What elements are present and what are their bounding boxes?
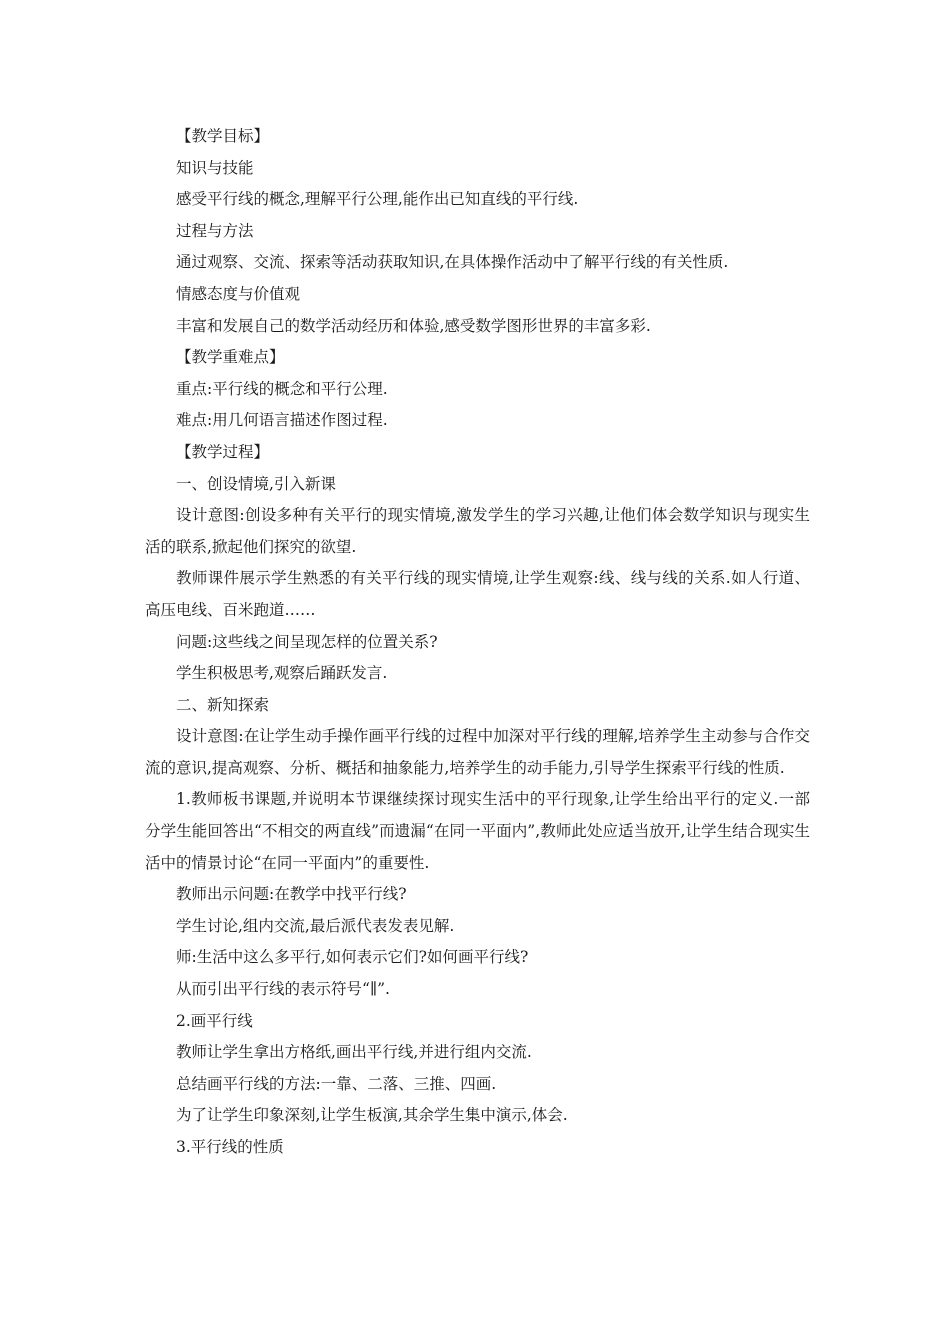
heading-teaching-objectives: 【教学目标】 [176,127,270,145]
paragraph: 通过观察、交流、探索等活动获取知识,在具体操作活动中了解平行线的有关性质. [176,253,729,272]
section-title-2: 二、新知探索 [176,695,270,714]
subheading-knowledge-skills: 知识与技能 [176,158,254,177]
paragraph: 感受平行线的概念,理解平行公理,能作出已知直线的平行线. [176,190,579,209]
paragraph: 设计意图:创设多种有关平行的现实情境,激发学生的学习兴趣,让他们体会数学知识与现实生活的联系,掀起他们探究的欲望. [145,506,810,556]
paragraph: 教师出示问题:在教学中找平行线? [176,885,407,904]
paragraph: 1.教师板书课题,并说明本节课继续探讨现实生活中的平行现象,让学生给出平行的定义.一部分学生能回答出“不相交的两直线”而遗漏“在同一平面内”,教师此处应适当放开,让学生结合现实生活中的情景讨论“在同一平面内”的重要性. [145,790,810,872]
subsection-title: 2.画平行线 [176,1011,253,1030]
subheading-process-methods: 过程与方法 [176,221,254,240]
paragraph: 难点:用几何语言描述作图过程. [176,411,388,430]
heading-teaching-process: 【教学过程】 [176,442,270,461]
paragraph: 教师课件展示学生熟悉的有关平行线的现实情境,让学生观察:线、线与线的关系.如人行道、高压电线、百米跑道…… [145,569,810,619]
paragraph: 学生讨论,组内交流,最后派代表发表见解. [176,916,455,935]
paragraph: 师:生活中这么多平行,如何表示它们?如何画平行线? [176,948,529,967]
subsection-title: 3.平行线的性质 [176,1138,284,1156]
paragraph: 问题:这些线之间呈现怎样的位置关系? [176,632,438,651]
document-body [145,121,810,1164]
paragraph: 总结画平行线的方法:一靠、二落、三推、四画. [176,1074,497,1093]
paragraph: 为了让学生印象深刻,让学生板演,其余学生集中演示,体会. [176,1106,568,1125]
section-title-1: 一、创设情境,引入新课 [176,474,336,493]
paragraph: 重点:平行线的概念和平行公理. [176,379,388,398]
paragraph: 教师让学生拿出方格纸,画出平行线,并进行组内交流. [176,1043,532,1062]
paragraph: 学生积极思考,观察后踊跃发言. [176,664,388,683]
heading-key-difficulties: 【教学重难点】 [176,348,285,367]
paragraph: 丰富和发展自己的数学活动经历和体验,感受数学图形世界的丰富多彩. [176,316,651,335]
paragraph: 从而引出平行线的表示符号“∥”. [176,980,390,999]
subheading-attitude-values: 情感态度与价值观 [176,284,301,303]
paragraph: 设计意图:在让学生动手操作画平行线的过程中加深对平行线的理解,培养学生主动参与合作交流的意识,提高观察、分析、概括和抽象能力,培养学生的动手能力,引导学生探索平行线的性质. [145,727,810,777]
